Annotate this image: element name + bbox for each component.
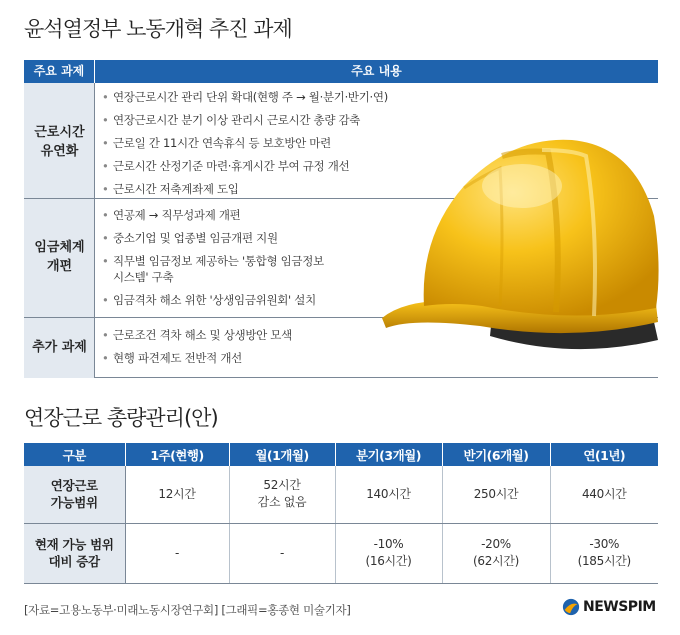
list-item: • 근로시간 저축계좌제 도입 xyxy=(102,181,388,197)
newspim-globe-icon xyxy=(562,598,580,616)
cell-line: -20% xyxy=(481,537,511,552)
cell-line: - xyxy=(174,545,180,560)
cell-line: 12시간 xyxy=(158,486,196,501)
section-title: 연장근로 총량관리(안) xyxy=(24,406,218,430)
row-label-line: 현재 가능 범위 xyxy=(34,537,114,553)
cell-line: (16시간) xyxy=(365,554,412,569)
table-cell xyxy=(125,466,229,523)
list-item: • 중소기업 및 업종별 임금개편 지원 xyxy=(102,230,324,246)
hard-hat-illustration xyxy=(372,116,662,361)
cell-line: -30% xyxy=(589,537,620,552)
task-label-line: 추가 과제 xyxy=(32,340,87,355)
cell-line: 140시간 xyxy=(366,486,411,501)
task-label-line: 개편 xyxy=(46,259,73,274)
task-label-line: 유연화 xyxy=(40,144,79,159)
task-label-working-hours xyxy=(24,123,95,161)
list-item: • 현행 파견제도 전반적 개선 xyxy=(102,350,292,366)
table-cell xyxy=(442,466,550,523)
list-item: • 근로조건 격차 해소 및 상생방안 모색 xyxy=(102,327,292,343)
task-label-additional xyxy=(24,338,95,357)
table-cell xyxy=(550,523,658,583)
task-label-line: 임금체계 xyxy=(34,240,85,255)
col-header-week: 1주(현행) xyxy=(125,443,229,466)
cell-line: - xyxy=(279,545,285,560)
table-cell xyxy=(335,523,442,583)
col-header-half: 반기(6개월) xyxy=(442,443,550,466)
col-header-category: 구분 xyxy=(24,443,125,466)
list-item: • 연공제 → 직무성과제 개편 xyxy=(102,207,324,223)
cell-line: 250시간 xyxy=(473,486,519,501)
list-item: • 근로시간 산정기준 마련·휴게시간 부여 규정 개선 xyxy=(102,158,388,174)
task-label-wage-system xyxy=(24,238,95,276)
cell-line: -10% xyxy=(373,537,404,552)
list-item-continuation: 시스템' 구축 xyxy=(113,270,174,284)
table-cell xyxy=(335,466,442,523)
table-cell xyxy=(229,523,335,583)
source-credit: [자료=고용노동부·미래노동시장연구회] [그래픽=홍종현 미술기자] xyxy=(24,603,351,617)
newspim-logo xyxy=(562,597,656,617)
row-label-line: 대비 증감 xyxy=(48,554,100,570)
cell-line: (185시간) xyxy=(577,554,631,569)
table-row xyxy=(24,523,658,583)
cell-line: 감소 없음 xyxy=(257,495,307,510)
table-row xyxy=(24,466,658,523)
table-cell xyxy=(442,523,550,583)
header-content: 주요 내용 xyxy=(351,64,402,78)
list-item: • 근로일 간 11시간 연속휴식 등 보호방안 마련 xyxy=(102,135,388,151)
row-label-range xyxy=(24,466,125,523)
cell-line: 52시간 xyxy=(263,478,301,493)
header-task: 주요 과제 xyxy=(24,60,95,83)
table-cell xyxy=(229,466,335,523)
list-item: • 임금격차 해소 위한 '상생임금위원회' 설치 xyxy=(102,292,324,308)
page-title: 윤석열정부 노동개혁 추진 과제 xyxy=(24,17,292,41)
overtime-table xyxy=(24,443,658,584)
table-cell xyxy=(550,466,658,523)
cell-line: 440시간 xyxy=(581,486,627,501)
cell-line: (62시간) xyxy=(472,554,520,569)
row-label-change xyxy=(24,523,125,583)
list-item: • 직무별 임금정보 제공하는 '통합형 임금정보 xyxy=(102,253,324,269)
list-item: • 연장근로시간 분기 이상 관리시 근로시간 총량 감축 xyxy=(102,112,388,128)
col-header-month: 월(1개월) xyxy=(229,443,335,466)
row-label-line: 연장근로 xyxy=(50,478,98,494)
task-items-working-hours xyxy=(102,89,388,204)
logo-text: NEWSPIM xyxy=(583,599,656,615)
row-label-line: 가능범위 xyxy=(50,495,98,511)
tasks-table-header xyxy=(24,60,658,83)
task-items-wage-system xyxy=(102,207,324,315)
col-header-quarter: 분기(3개월) xyxy=(335,443,442,466)
task-items-additional xyxy=(102,327,292,373)
task-label-line: 근로시간 xyxy=(34,125,85,140)
col-header-year: 연(1년) xyxy=(550,443,658,466)
list-item: • 연장근로시간 관리 단위 확대(현행 주 → 월·분기·반기·연) xyxy=(102,89,388,105)
table-cell xyxy=(125,523,229,583)
